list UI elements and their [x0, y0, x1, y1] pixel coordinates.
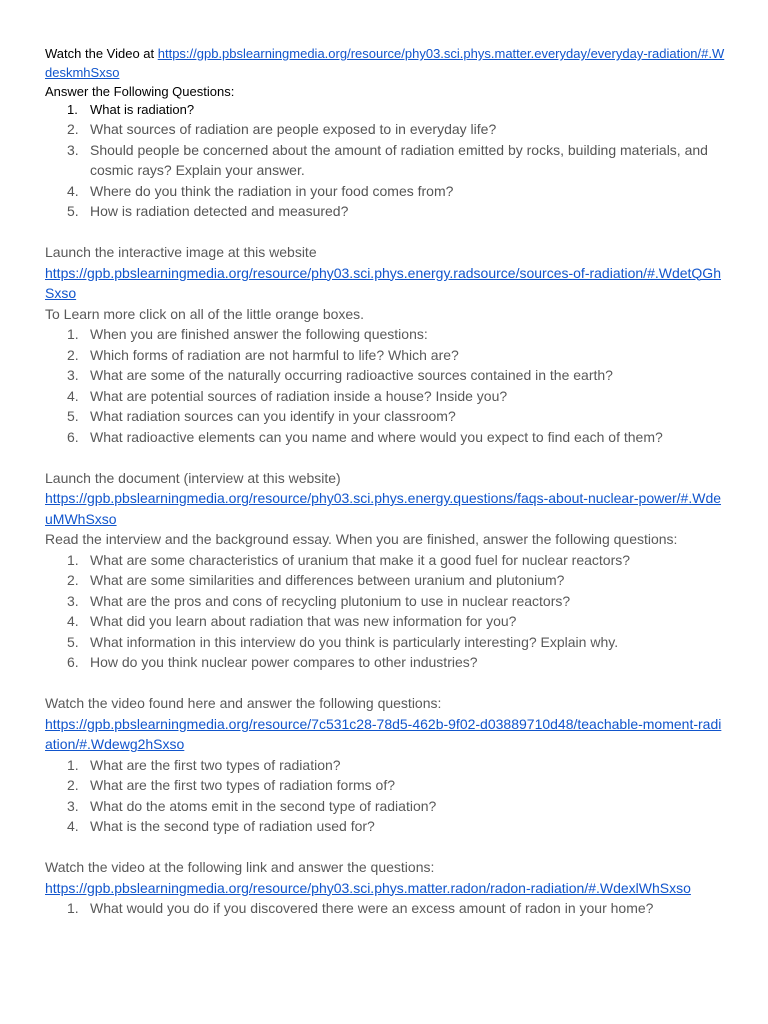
section-2-link[interactable]: https://gpb.pbslearningmedia.org/resource/phy03.sci.phys.energy.radsource/sources-of-radiation/#.WdetQGhSxso: [45, 264, 721, 301]
section-4-questions: [45, 755, 725, 837]
list-item: 3. Should people be concerned about the amount of radiation emitted by rocks, building materials, and cosmic rays? Explain your answer.: [67, 141, 708, 178]
section-5: [45, 857, 725, 919]
list-item: 6. What radioactive elements can you name and where would you expect to find each of them?: [67, 428, 663, 445]
section-5-intro: Watch the video at the following link and answer the questions:: [45, 859, 435, 875]
list-item: 2. What are the first two types of radiation forms of?: [67, 777, 396, 793]
list-item: 5. What radiation sources can you identify in your classroom?: [67, 408, 456, 424]
list-item: 4. What did you learn about radiation that was new information for you?: [67, 613, 517, 629]
section-4-intro: Watch the video found here and answer the following questions:: [45, 695, 442, 711]
list-item: 4. Where do you think the radiation in your food comes from?: [67, 182, 454, 199]
watch-prefix: Watch the Video at: [45, 46, 158, 61]
list-item: 5. How is radiation detected and measured?: [67, 203, 349, 219]
list-item: 4. What is the second type of radiation used for?: [67, 818, 375, 834]
list-item: 2. What are some similarities and differences between uranium and plutonium?: [67, 572, 565, 588]
section-1: [45, 44, 725, 222]
section-3-questions: [45, 550, 725, 673]
section-1-link[interactable]: https://gpb.pbslearningmedia.org/resource/phy03.sci.phys.matter.everyday/everyday-radiation/#.WdeskmhSxso: [45, 46, 725, 80]
section-5-link[interactable]: https://gpb.pbslearningmedia.org/resource/phy03.sci.phys.matter.radon/radon-radiation/#.WdexlWhSxso: [45, 879, 691, 896]
section-2-questions: [45, 324, 725, 447]
section-3-intro: Launch the document (interview at this website): [45, 469, 341, 486]
list-item: 2. Which forms of radiation are not harmful to life? Which are?: [67, 346, 459, 363]
list-item: 3. What do the atoms emit in the second type of radiation?: [67, 797, 437, 814]
list-item: 6. How do you think nuclear power compares to other industries?: [67, 654, 478, 670]
list-item: 1. What is radiation?: [67, 102, 195, 117]
list-item: 1. When you are finished answer the following questions:: [67, 326, 428, 342]
section-3: [45, 468, 725, 673]
section-4: [45, 693, 725, 837]
list-item: 3. What are the pros and cons of recycling plutonium to use in nuclear reactors?: [67, 592, 571, 609]
list-item: 5. What information in this interview do you think is particularly interesting? Explain why.: [67, 633, 619, 650]
section-5-questions: [45, 898, 725, 919]
section-3-instruction: Read the interview and the background essay. When you are finished, answer the following questions:: [45, 531, 678, 547]
section-4-link[interactable]: https://gpb.pbslearningmedia.org/resource/7c531c28-78d5-462b-9f02-d03889710d48/teachable-moment-radiation/#.Wdewg2hSxso: [45, 715, 722, 752]
section-2: [45, 242, 725, 447]
list-item: 1. What are the first two types of radiation?: [67, 756, 341, 773]
section-1-intro: [45, 44, 725, 82]
section-2-instruction: To Learn more click on all of the little orange boxes.: [45, 305, 365, 322]
list-item: 3. What are some of the naturally occurring radioactive sources contained in the earth?: [67, 367, 613, 383]
list-item: 4. What are potential sources of radiation inside a house? Inside you?: [67, 387, 508, 404]
section-3-link[interactable]: https://gpb.pbslearningmedia.org/resource/phy03.sci.phys.energy.questions/faqs-about-nuclear-power/#.WdeuMWhSxso: [45, 490, 722, 527]
section-2-intro: Launch the interactive image at this website: [45, 244, 317, 260]
answer-heading: Answer the Following Questions:: [45, 84, 235, 99]
list-item: 2. What sources of radiation are people exposed to in everyday life?: [67, 121, 497, 137]
document-page: [45, 44, 725, 919]
section-1-questions: [45, 101, 725, 222]
list-item: 1. What are some characteristics of uranium that make it a good fuel for nuclear reactors?: [67, 551, 631, 568]
list-item: 1. What would you do if you discovered there were an excess amount of radon in your home?: [67, 900, 654, 916]
